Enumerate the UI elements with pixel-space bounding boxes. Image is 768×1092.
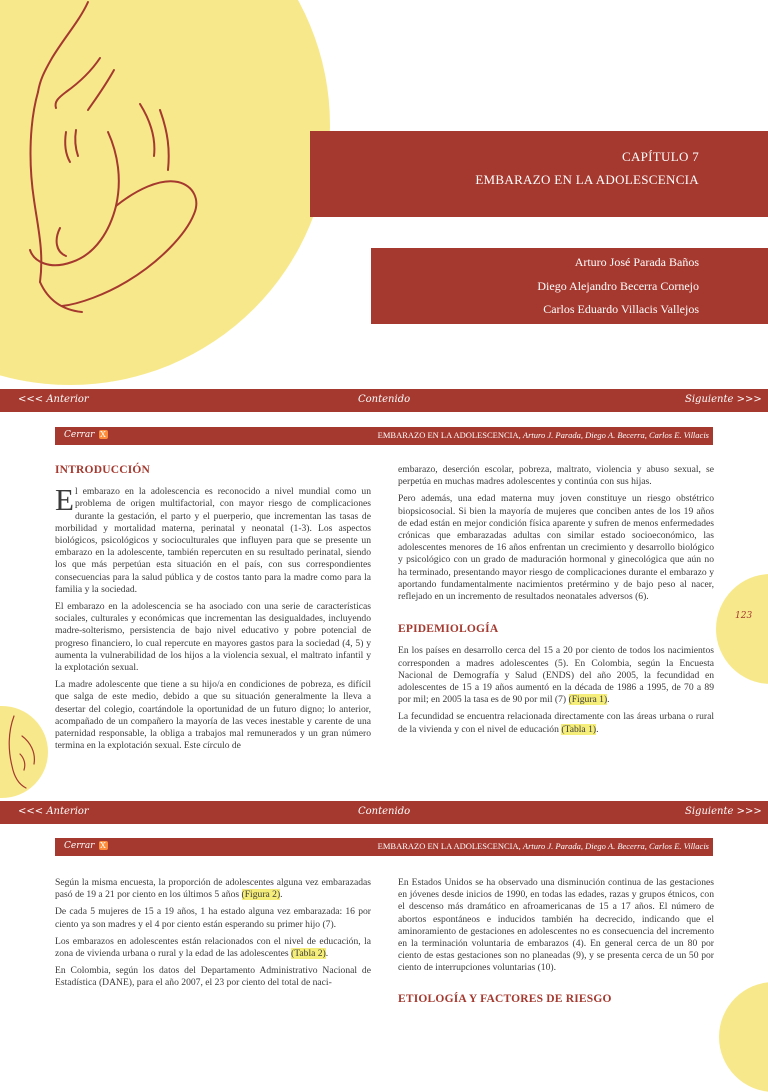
- page2-right-column: [398, 877, 714, 1024]
- chapter-title: EMBARAZO EN LA ADOLESCENCIA: [475, 172, 699, 187]
- section-heading-etiologia: ETIOLOGÍA Y FACTORES DE RIESGO: [398, 992, 612, 1005]
- paragraph: Los embarazos en adolescentes están relacionados con el nivel de educación, la zona de vivienda urbana o rural y la edad de las adolescentes (Tabla 2).: [55, 935, 371, 960]
- next-page-link[interactable]: Siguiente >>>: [685, 806, 762, 817]
- paragraph: En Estados Unidos se ha observado una disminución continua de las gestaciones en jóvenes desde inicios de 1990, en todas las edades, razas y grupos étnicos, con el descenso más dramático en afroamericanas de 15 a 17 años. El número de abortos espontáneos e inducidos también ha decrecido, indicando que el aminoramiento de gestaciones en adolescentes no es consecuencia del incremento en la terminación voluntaria de embarazos (4). En general cerca de un 80 por ciento de estas gestaciones son no planeadas (9), y se presenta cerca de un 50 por ciento de interrupciones voluntarias (10).: [398, 877, 714, 974]
- paragraph: Según la misma encuesta, la proporción de adolescentes alguna vez embarazadas pasó de 19 a 21 por ciento en los últimos 5 años (Figura 2).: [55, 877, 371, 901]
- running-title-authors: Arturo J. Parada, Diego A. Becerra, Carlos E. Villacis: [522, 430, 709, 440]
- page1-left-column: [55, 464, 371, 757]
- section-heading-epidemiologia: EPIDEMIOLOGÍA: [398, 623, 499, 636]
- paragraph: El embarazo en la adolescencia es reconocido a nivel mundial como un problema de origen multifactorial, con mayor riesgo de complicaciones durante la gestación, el parto y el puerperio, que incrementan las tasas de morbilidad y mortalidad materna, perinatal y neonatal (1-3). Los aspectos biológicos, psicológicos y socioculturales que influyen para que se presente un embarazo en la adolescente, también repercuten en su resultado perinatal, siendo los que más perpetúan esta situación en el país, con sus correspondientes consecuencias para la salud pública y de costos tanto para la madre como para la familia y la sociedad.: [55, 482, 371, 595]
- drop-cap: E: [55, 482, 74, 518]
- chapter-number: CAPÍTULO 7: [621, 149, 699, 164]
- paragraph: En Colombia, según los datos del Departamento Administrativo Nacional de Estadística (DANE), para el año 2007, el 23 por ciento del total de naci-: [55, 965, 371, 989]
- author-name: Diego Alejandro Becerra Cornejo: [537, 278, 699, 293]
- table-reference-link[interactable]: (Tabla 2): [291, 948, 326, 960]
- previous-page-link[interactable]: <<< Anterior: [18, 806, 89, 817]
- figure-sketch-small: [0, 706, 48, 798]
- paragraph: El embarazo en la adolescencia se ha asociado con una serie de características sociales, culturales y económicas que incrementan las desigualdades, incluyendo madre-solterismo, persistencia de bajo nivel educativo y pobre potencial de progreso financiero, lo cual repercute en mayores gastos para la sociedad (4, 5) y aumenta la vulnerabilidad de los hijos a la violencia sexual, el maltrato infantil y la explotación sexual.: [55, 601, 371, 674]
- close-button[interactable]: [64, 841, 108, 851]
- figure-reference-link[interactable]: (Figura 1): [568, 694, 608, 706]
- close-label: Cerrar: [64, 841, 95, 851]
- page-running-header: [55, 838, 713, 856]
- table-reference-link[interactable]: (Tabla 1): [561, 723, 597, 735]
- chapter-title-block: [310, 131, 768, 217]
- paragraph: La madre adolescente que tiene a su hijo/a en condiciones de pobreza, es difícil que salga de este medio, debido a que su situación generalmente la lleva a desertar del colegio, coartándole la oportunidad de un futuro digno; lo anterior, acompañado de un compañero la mayoría de las veces inestable y carente de una paternidad responsable, la obliga a trabajos mal remunerados y un gran número termina en la explotación sexual. Este círculo de: [55, 679, 371, 752]
- paragraph: En los países en desarrollo cerca del 15 a 20 por ciento de todos los nacimientos corresponden a madres adolescentes (5). En Colombia, según la Encuesta Nacional de Demografía y Salud (ENDS) del año 2005, la fecundidad en adolescentes de 15 a 19 años aumentó en la década de 1986 a 1995, de 70 a 89 por mil; en 2005 la tasa es de 90 por mil (7) (Figura 1).: [398, 645, 714, 706]
- page-nav-bar: [0, 389, 768, 412]
- close-button[interactable]: [64, 430, 108, 440]
- running-title: EMBARAZO EN LA ADOLESCENCIA, Arturo J. Parada, Diego A. Becerra, Carlos E. Villacis: [377, 430, 709, 440]
- close-icon[interactable]: X: [100, 430, 106, 439]
- author-name: Carlos Eduardo Villacis Vallejos: [543, 302, 699, 316]
- page-running-header: [55, 427, 713, 445]
- section-heading-introduccion: INTRODUCCIÓN: [55, 464, 151, 476]
- decorative-circle-page-edge: [716, 574, 768, 684]
- next-page-link[interactable]: Siguiente >>>: [685, 394, 762, 405]
- paragraph: Pero además, una edad materna muy joven constituye un riesgo obstétrico biopsicosocial. Si bien la mayoría de mujeres que conciben antes de los 19 años de edad están en mejor condición física aparente y sufren de menos enfermedades crónicas que embarazadas adultas con similar estado socioeconómico, las adolescentes menores de 16 años enfrentan un crecimiento y desarrollo biológico y psicológico con un grado de maduración hormonal y ginecológica que aún no ha terminado, presentando mayor riesgo de complicaciones durante el embarazo y aportando fundamentalmente nacimientos pretérmino y de bajo peso al nacer, reflejado en un incremento de resultados neonatales adversos (6).: [398, 493, 714, 603]
- contents-link[interactable]: Contenido: [358, 394, 411, 405]
- page1-right-column: [398, 464, 714, 741]
- running-title: EMBARAZO EN LA ADOLESCENCIA, Arturo J. Parada, Diego A. Becerra, Carlos E. Villacis: [377, 841, 709, 851]
- close-label: Cerrar: [64, 430, 95, 440]
- decorative-circle-bottom-right: [719, 982, 768, 1092]
- page-nav-bar: [0, 801, 768, 824]
- contents-link[interactable]: Contenido: [358, 806, 411, 817]
- page-number: 123: [735, 611, 753, 621]
- close-icon[interactable]: X: [100, 841, 106, 850]
- figure-reference-link[interactable]: (Figura 2): [241, 889, 281, 901]
- chapter-authors-block: [371, 248, 768, 324]
- paragraph: De cada 5 mujeres de 15 a 19 años, 1 ha estado alguna vez embarazada: 16 por ciento ya son madres y el 4 por ciento están esperando su primer hijo (7).: [55, 906, 371, 930]
- author-name: Arturo José Parada Baños: [574, 255, 699, 269]
- page2-left-column: [55, 877, 371, 1024]
- paragraph: embarazo, deserción escolar, pobreza, maltrato, violencia y abuso sexual, se perpetúa en muchas madres adolescentes y continúa con sus hijas.: [398, 464, 714, 488]
- previous-page-link[interactable]: <<< Anterior: [18, 394, 89, 405]
- running-title-authors: Arturo J. Parada, Diego A. Becerra, Carlos E. Villacis: [522, 841, 709, 851]
- paragraph: La fecundidad se encuentra relacionada directamente con las áreas urbana o rural de la vivienda y con el nivel de educación (Tabla 1).: [398, 711, 714, 735]
- figure-sketch-illustration: [0, 0, 320, 380]
